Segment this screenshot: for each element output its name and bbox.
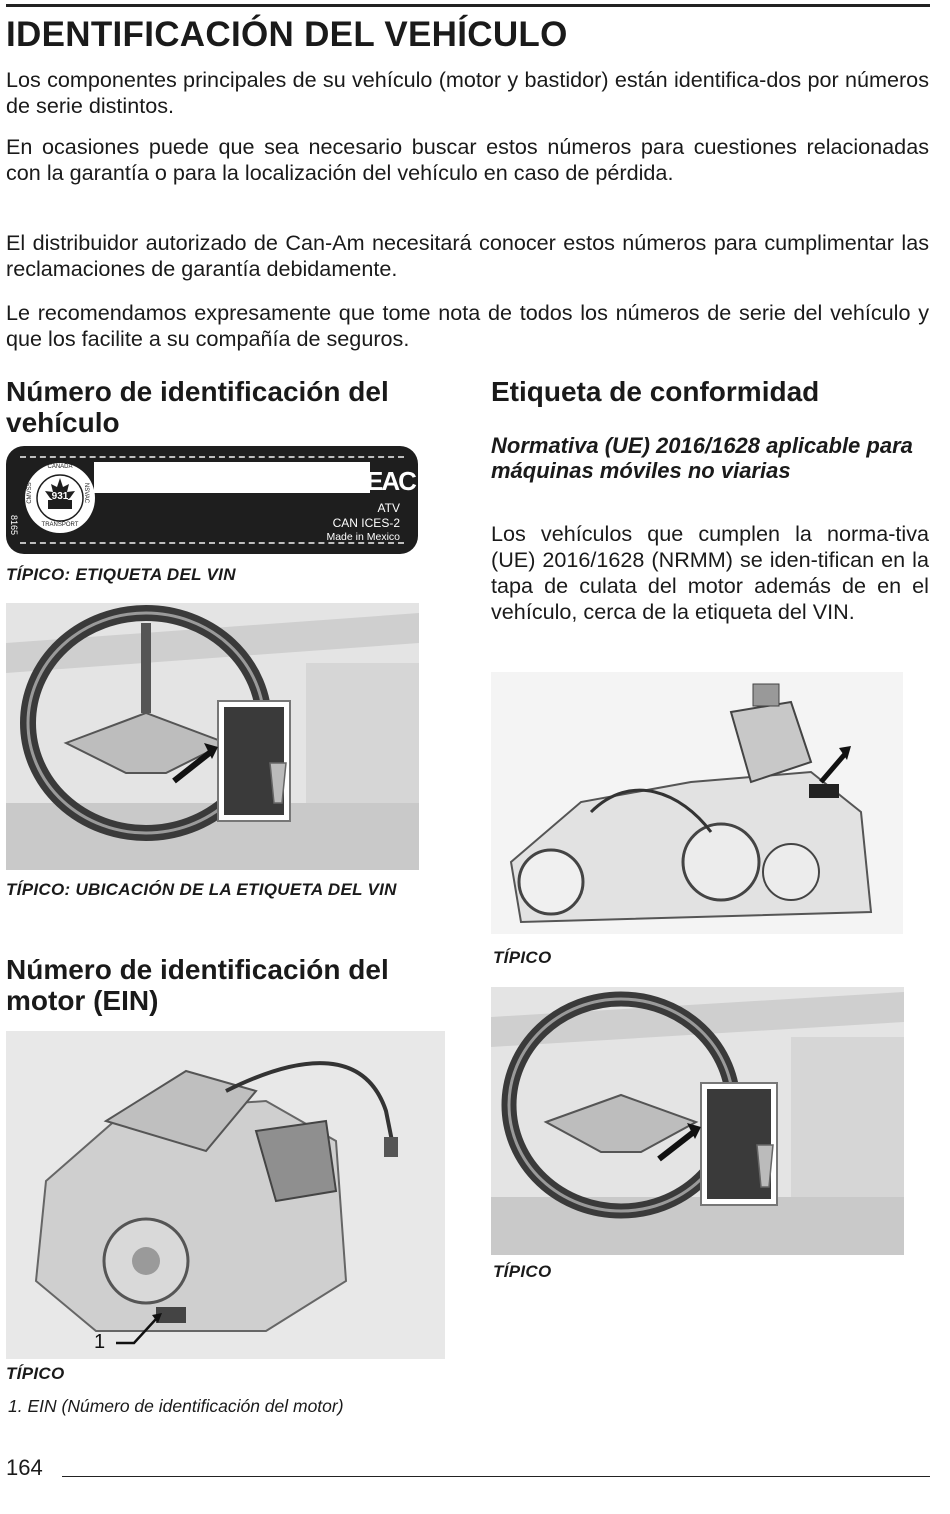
- ein-caption: TÍPICO: [6, 1364, 65, 1383]
- seal-left-text: CMVSS: [27, 482, 33, 504]
- vin-label-caption: TÍPICO: ETIQUETA DEL VIN: [6, 565, 236, 584]
- eac-mark: EAC: [366, 466, 415, 496]
- conformity-heading: Etiqueta de conformidad: [491, 376, 820, 407]
- regulation-paragraph: Los vehículos que cumplen la norma-tiva (UE) 2016/1628 (NRMM) se iden-tifican en la tapa de culata del motor además de en el vehículo, cerca de la etiqueta del VIN.: [491, 521, 929, 624]
- regulation-heading: Normativa (UE) 2016/1628 aplicable para máquinas móviles no viarias: [491, 433, 913, 483]
- vin-label-dash-top: [20, 456, 404, 458]
- ein-legend-note: 1. EIN (Número de identificación del motor): [8, 1396, 344, 1416]
- engine-conformity-caption: TÍPICO: [493, 948, 552, 967]
- ein-callout-number: 1: [94, 1331, 106, 1353]
- steering-wheel-detail-icon: [491, 987, 904, 1255]
- intro-paragraph-3: El distribuidor autorizado de Can-Am necesitará conocer estos números para cumplimentar las reclamaciones de garantía debidamente.: [6, 230, 929, 281]
- seal-number: 931: [51, 491, 69, 502]
- label-line-atv: ATV: [377, 501, 400, 515]
- seal-right-text: NSVAC: [83, 482, 89, 504]
- engine-ein-illustration: [6, 1031, 445, 1359]
- intro-paragraph-2: En ocasiones puede que sea necesario buscar estos números para cuestiones relacionadas con la garantía o para la localización del vehículo en caso de pérdida.: [6, 134, 929, 185]
- intro-paragraph-4: Le recomendamos expresamente que tome nota de todos los números de serie del vehículo y que los facilite a su compañía de seguros.: [6, 300, 929, 351]
- label-line-made-in: Made in Mexico: [326, 531, 400, 543]
- seal-bottom-text: TRANSPORT: [41, 522, 79, 528]
- vin-heading: Número de identificación del vehículo: [6, 376, 389, 438]
- label-side-code: 8165: [9, 514, 19, 536]
- engine-side-view-icon: [491, 672, 903, 934]
- seal-top-text: CANADA: [47, 464, 73, 470]
- engine-illustration-icon: [6, 1031, 445, 1359]
- page-title: IDENTIFICACIÓN DEL VEHÍCULO: [6, 15, 568, 54]
- intro-paragraph-1: Los componentes principales de su vehículo (motor y bastidor) están identifica-dos por números de serie distintos.: [6, 67, 929, 118]
- steering-wheel-illustration-icon: [6, 603, 419, 870]
- bottom-rule: [62, 1476, 930, 1477]
- ein-heading: Número de identificación del motor (EIN): [6, 954, 389, 1016]
- vin-location-illustration: [6, 603, 419, 870]
- vin-location-caption: TÍPICO: UBICACIÓN DE LA ETIQUETA DEL VIN: [6, 880, 397, 899]
- vin-label-illustration: [6, 446, 418, 554]
- label-line-ices: CAN ICES-2: [332, 516, 400, 530]
- engine-conformity-illustration: [491, 672, 903, 934]
- dash-conformity-illustration: [491, 987, 904, 1255]
- top-rule: [6, 4, 930, 7]
- page-number: 164: [6, 1455, 43, 1480]
- dash-conformity-caption: TÍPICO: [493, 1262, 552, 1281]
- vin-number-window: [94, 462, 370, 493]
